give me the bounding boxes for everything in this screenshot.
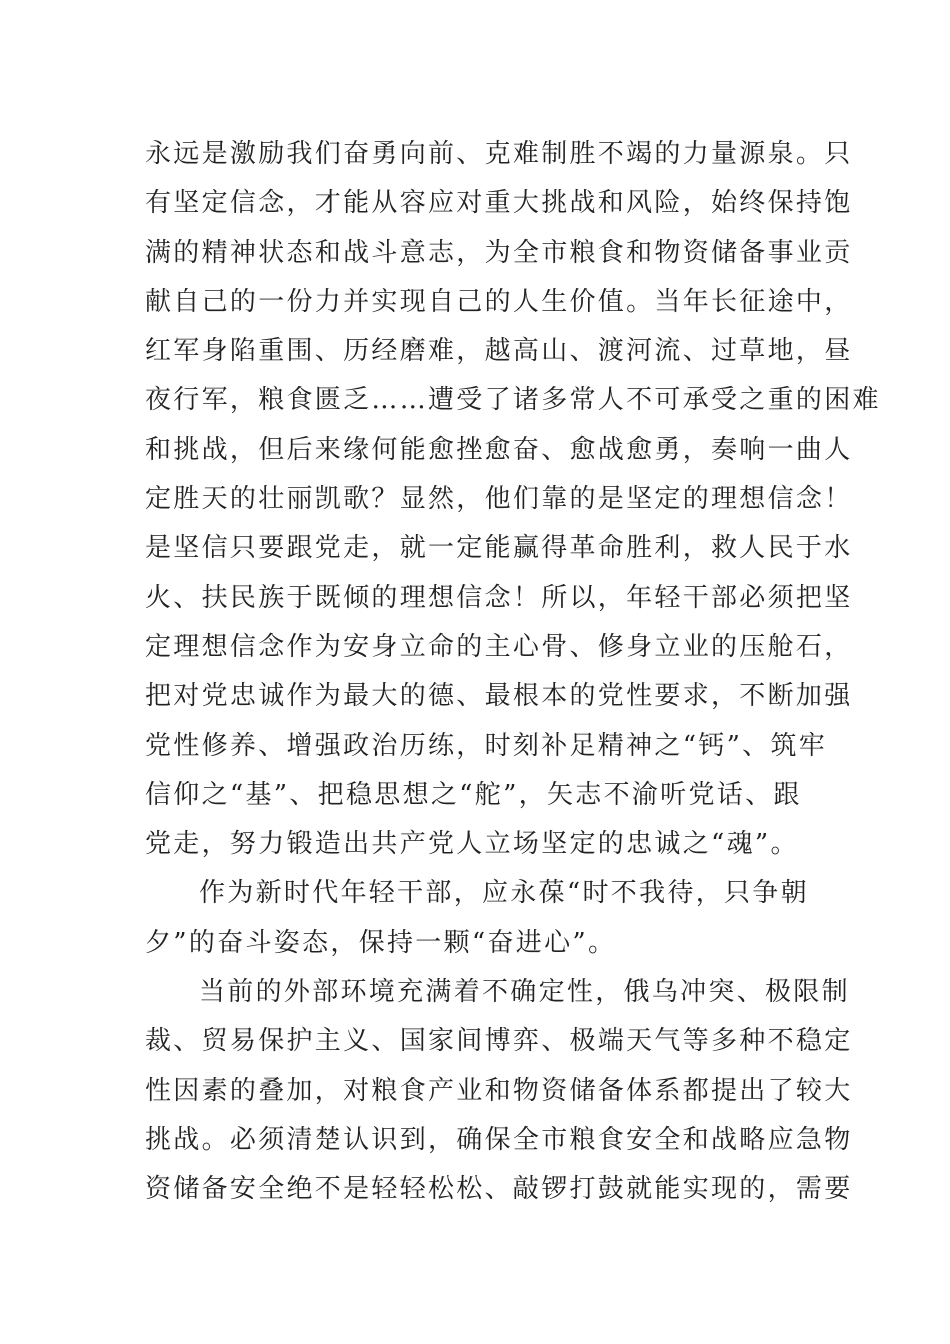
text-line: 信仰之“基”、把稳思想之“舵”，矢志不渝听党话、跟 [145, 779, 802, 810]
paragraph-1 [145, 130, 881, 869]
text-line: 党性修养、增强政治历练，时刻补足精神之“钙”、筑牢 [145, 730, 828, 761]
paragraph-3 [145, 968, 853, 1214]
text-line: 是坚信只要跟党走，就一定能赢得革命胜利，救人民于水 [145, 533, 853, 564]
text-line: 作为新时代年轻干部，应永葆“时不我待，只争朝 [199, 878, 809, 909]
text-line: 献自己的一份力并实现自己的人生价值。当年长征途中， [145, 286, 853, 317]
text-line: 夕”的奋斗姿态，保持一颗“奋进心”。 [145, 927, 617, 958]
text-line: 把对党忠诚作为最大的德、最根本的党性要求，不断加强 [145, 681, 853, 712]
text-line: 夜行军，粮食匮乏……遭受了诸多常人不可承受之重的困难 [145, 385, 881, 416]
text-line: 火、扶民族于既倾的理想信念！所以，年轻干部必须把坚 [145, 582, 853, 613]
text-line: 性因素的叠加，对粮食产业和物资储备体系都提出了较大 [145, 1075, 853, 1106]
text-line: 定理想信念作为安身立命的主心骨、修身立业的压舱石， [145, 631, 853, 662]
text-line: 永远是激励我们奋勇向前、克难制胜不竭的力量源泉。只 [145, 139, 853, 169]
text-line: 资储备安全绝不是轻轻松松、敲锣打鼓就能实现的，需要 [145, 1174, 853, 1205]
text-line: 当前的外部环境充满着不确定性，俄乌冲突、极限制 [199, 977, 850, 1008]
paragraph-2 [145, 869, 810, 968]
text-line: 党走，努力锻造出共产党人立场坚定的忠诚之“魂”。 [145, 829, 799, 860]
text-line: 定胜天的壮丽凯歌？显然，他们靠的是坚定的理想信念！ [145, 484, 853, 515]
body-text [145, 130, 881, 1215]
text-line: 裁、贸易保护主义、国家间博弈、极端天气等多种不稳定 [145, 1026, 853, 1057]
text-line: 挑战。必须清楚认识到，确保全市粮食安全和战略应急物 [145, 1124, 853, 1155]
text-line: 和挑战，但后来缘何能愈挫愈奋、愈战愈勇，奏响一曲人 [145, 434, 853, 465]
text-line: 红军身陷重围、历经磨难，越高山、渡河流、过草地，昼 [145, 336, 853, 367]
text-line: 有坚定信念，才能从容应对重大挑战和风险，始终保持饱 [145, 188, 853, 219]
text-line: 满的精神状态和战斗意志，为全市粮食和物资储备事业贡 [145, 237, 853, 268]
